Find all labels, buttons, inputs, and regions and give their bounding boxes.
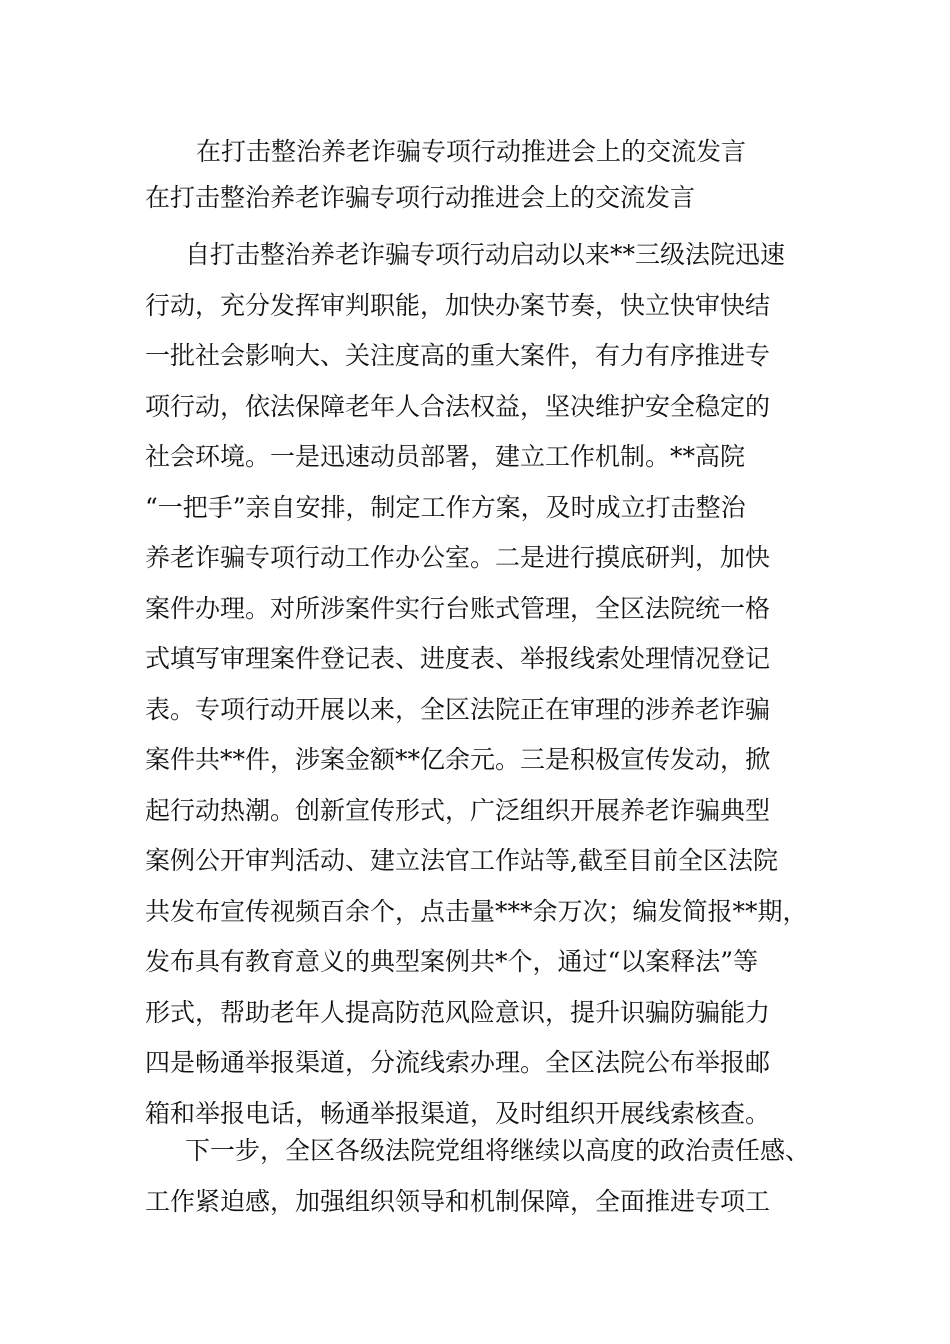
paragraph-line: 自打击整治养老诈骗专项行动启动以来**三级法院迅速 <box>185 240 786 269</box>
paragraph-line: 案件办理。对所涉案件实行台账式管理，全区法院统一格 <box>145 593 771 623</box>
paragraph-line: 共发布宣传视频百余个，点击量***余万次；编发简报**期， <box>145 896 808 926</box>
paragraph-line: “一把手”亲自安排，制定工作方案，及时成立打击整治 <box>145 492 746 522</box>
paragraph-line: 案件共**件，涉案金额**亿余元。三是积极宣传发动，掀 <box>145 745 771 774</box>
paragraph-line: 项行动，依法保障老年人合法权益，坚决维护安全稳定的 <box>145 391 771 421</box>
paragraph-line: 社会环境。一是迅速动员部署，建立工作机制。**高院 <box>145 442 746 471</box>
paragraph-line: 行动，充分发挥审判职能，加快办案节奏，快立快审快结 <box>145 290 771 320</box>
paragraph-line: 一批社会影响大、关注度高的重大案件，有力有序推进专 <box>145 341 771 370</box>
paragraph-line: 下一步，全区各级法院党组将继续以高度的政治责任感、 <box>185 1136 811 1165</box>
paragraph-line: 式填写审理案件登记表、进度表、举报线索处理情况登记 <box>145 644 771 673</box>
paragraph-line: 案例公开审判活动、建立法官工作站等,截至目前全区法院 <box>145 846 778 875</box>
paragraph-line: 形式，帮助老年人提高防范风险意识，提升识骗防骗能力 <box>145 997 771 1027</box>
paragraph-line: 起行动热潮。创新宣传形式，广泛组织开展养老诈骗典型 <box>145 795 771 825</box>
paragraph-2 <box>145 1126 830 1227</box>
document-subtitle: 在打击整治养老诈骗专项行动推进会上的交流发言 <box>145 183 696 212</box>
paragraph-line: 养老诈骗专项行动工作办公室。二是进行摸底研判，加快 <box>145 543 771 572</box>
paragraph-line: 工作紧迫感，加强组织领导和机制保障，全面推进专项工 <box>145 1186 771 1216</box>
paragraph-line: 四是畅通举报渠道，分流线索办理。全区法院公布举报邮 <box>145 1048 771 1077</box>
paragraph-1 <box>145 230 830 1139</box>
paragraph-line: 表。专项行动开展以来，全区法院正在审理的涉养老诈骗 <box>145 694 771 724</box>
paragraph-line: 箱和举报电话，畅通举报渠道，及时组织开展线索核查。 <box>145 1098 771 1128</box>
document-title: 在打击整治养老诈骗专项行动推进会上的交流发言 <box>196 137 747 166</box>
paragraph-line: 发布具有教育意义的典型案例共*个，通过“以案释法”等 <box>145 947 759 976</box>
